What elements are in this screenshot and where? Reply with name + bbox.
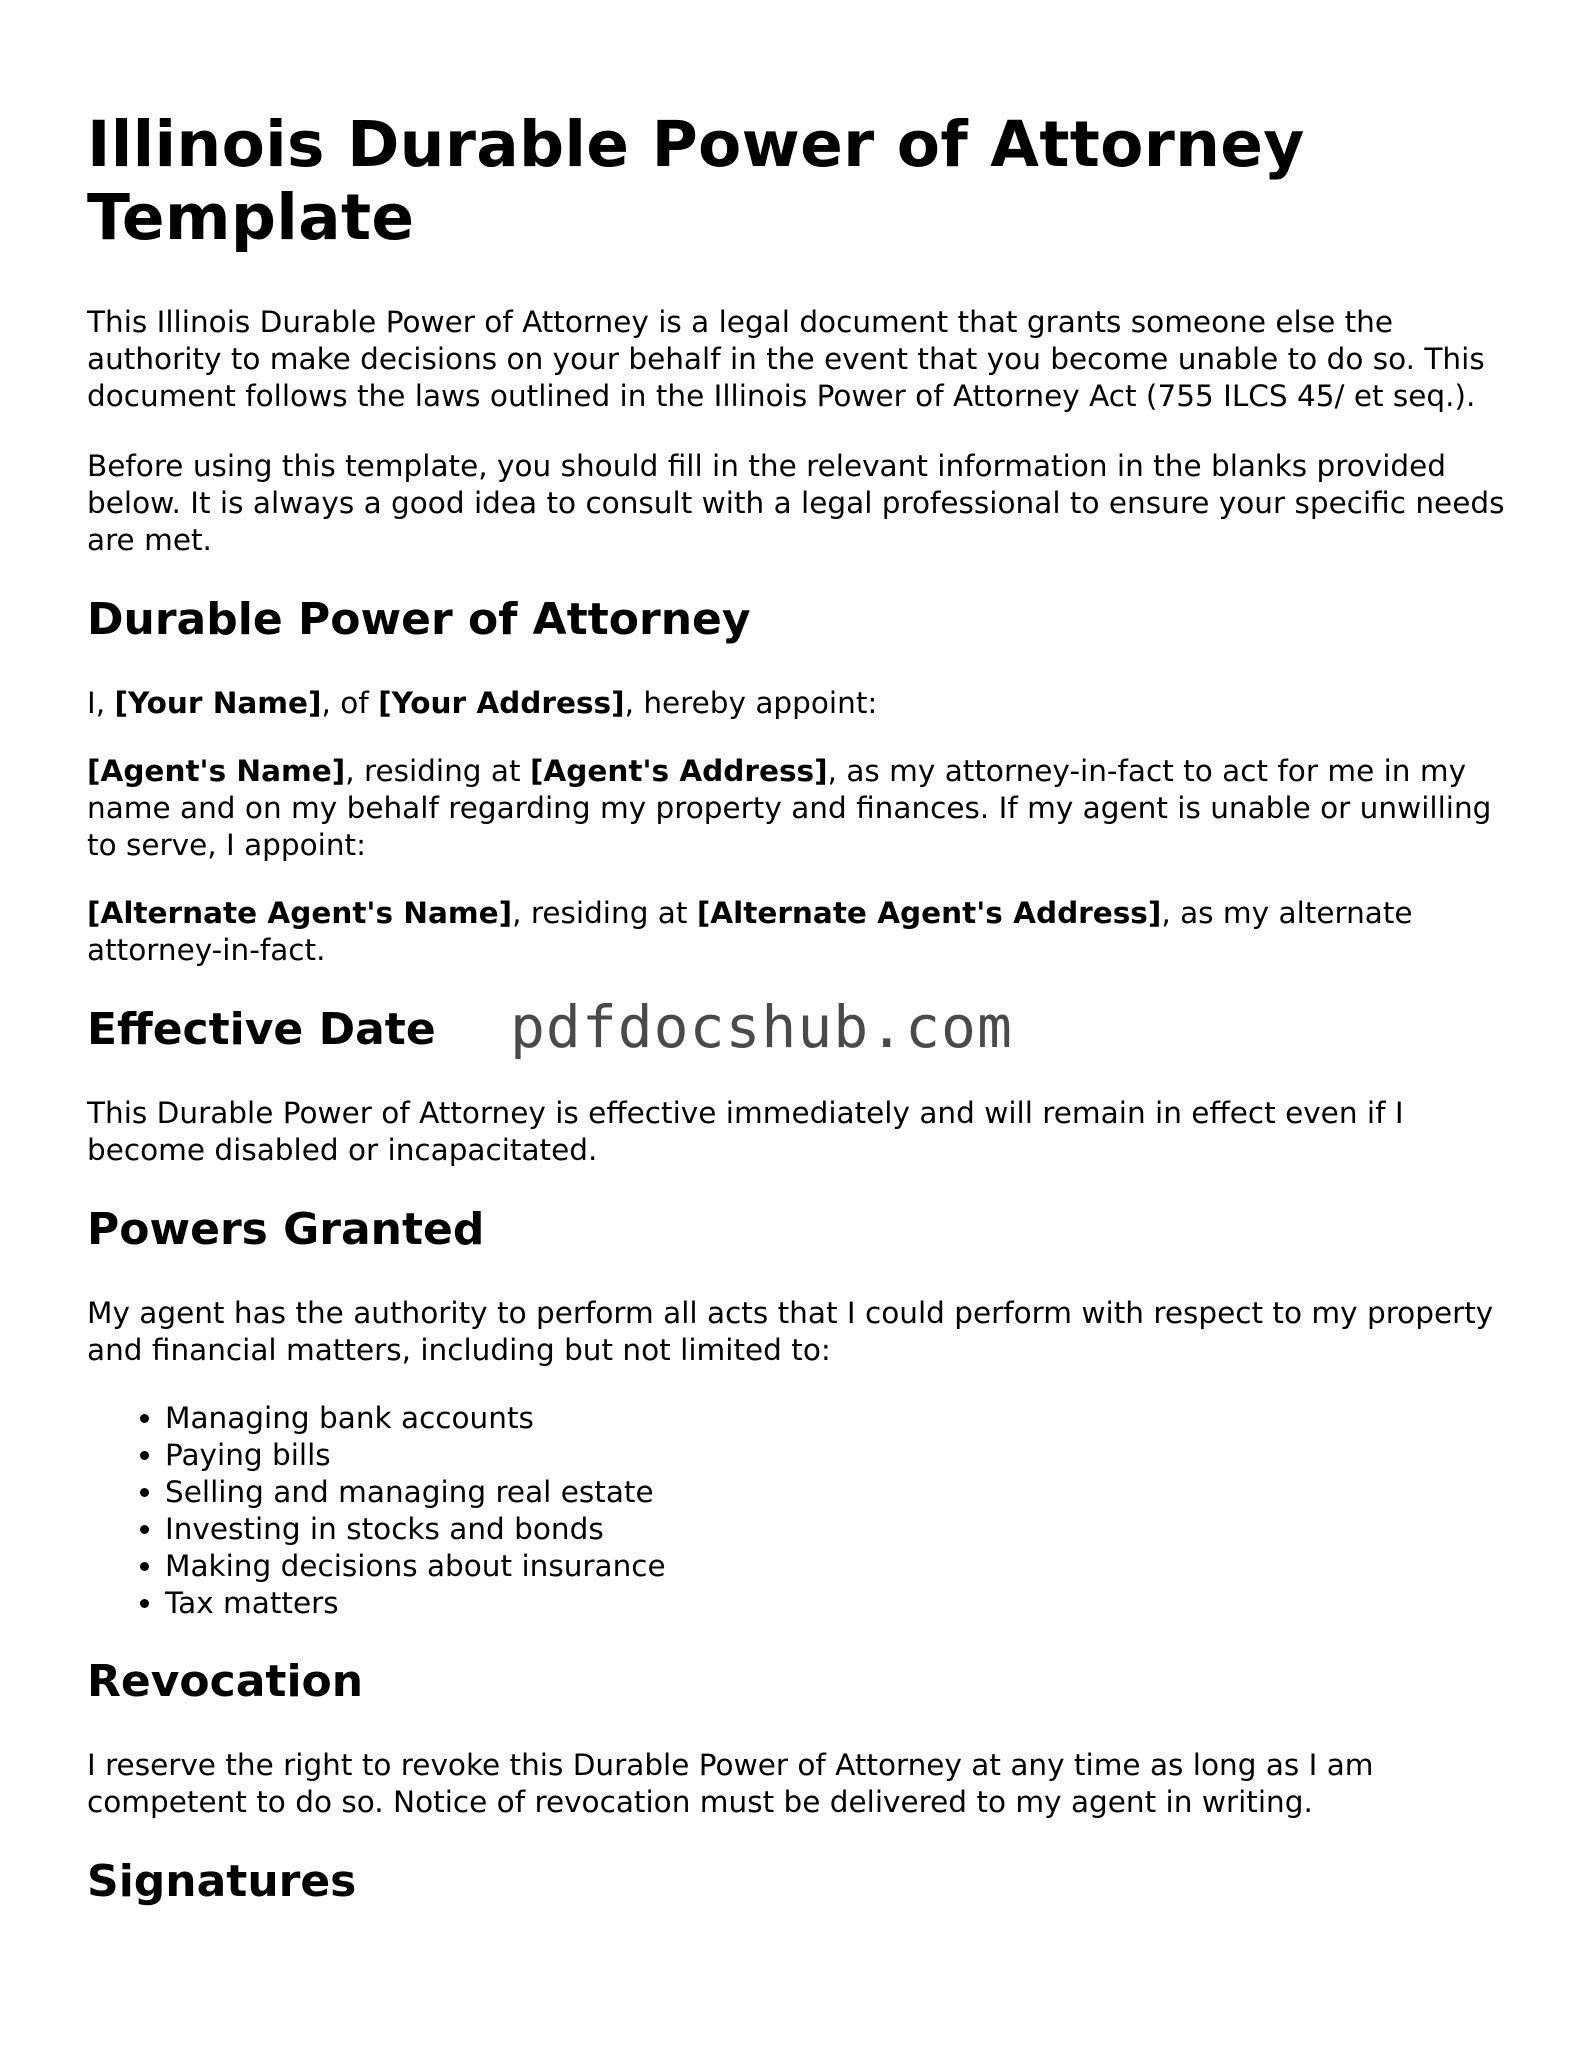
powers-list	[87, 1400, 1507, 1622]
alternate-agent-paragraph	[87, 895, 1507, 969]
agent-name-placeholder: [Agent's Name]	[87, 754, 346, 788]
section-heading-revocation: Revocation	[87, 1656, 364, 1707]
powers-granted-paragraph: My agent has the authority to perform all acts that I could perform with respect to my property and financial matters, including but not limited to:	[87, 1296, 1494, 1367]
section-heading-effective-date: Effective Date	[87, 1004, 436, 1055]
of-text: , of	[321, 686, 379, 720]
agent-paragraph	[87, 753, 1507, 864]
your-name-placeholder: [Your Name]	[114, 686, 322, 720]
alternate-suffix: , as my alternate attorney-in-fact.	[87, 896, 1413, 967]
alternate-agent-address-placeholder: [Alternate Agent's Address]	[696, 896, 1162, 930]
list-item: • Paying bills	[165, 1437, 1507, 1474]
agent-residing-text: , residing at	[345, 754, 530, 788]
effective-date-paragraph: This Durable Power of Attorney is effective immediately and will remain in effect even if I become disabled or incapacitated.	[87, 1096, 1404, 1167]
revocation-paragraph: I reserve the right to revoke this Durable Power of Attorney at any time as long as I am competent to do so. Notice of revocation must be delivered to my agent in writing.	[87, 1748, 1374, 1819]
section-heading-powers-granted: Powers Granted	[87, 1204, 485, 1255]
list-item: • Tax matters	[165, 1585, 1507, 1622]
alternate-agent-name-placeholder: [Alternate Agent's Name]	[87, 896, 513, 930]
intro-paragraph-2: Before using this template, you should fill in the relevant information in the blanks provided below. It is always a good idea to consult with a legal professional to ensure your specific needs are met.	[87, 449, 1505, 557]
document-title: Illinois Durable Power of Attorney Template	[87, 108, 1305, 254]
your-address-placeholder: [Your Address]	[378, 686, 625, 720]
alternate-residing-text: , residing at	[512, 896, 697, 930]
list-item: • Investing in stocks and bonds	[165, 1511, 1507, 1548]
appointment-paragraph	[87, 685, 1507, 722]
list-item: • Making decisions about insurance	[165, 1548, 1507, 1585]
appoint-prefix: I,	[87, 686, 115, 720]
watermark: pdfdocshub.com	[510, 993, 1013, 1061]
appoint-suffix: , hereby appoint:	[624, 686, 878, 720]
list-item: • Managing bank accounts	[165, 1400, 1507, 1437]
section-heading-signatures: Signatures	[87, 1856, 357, 1907]
intro-paragraph-1: This Illinois Durable Power of Attorney is a legal document that grants someone else the authority to make decisions on your behalf in the event that you become unable to do so. This document follows the laws outlined in the Illinois Power of Attorney Act (755 ILCS 45/ et seq.).	[87, 305, 1485, 413]
agent-address-placeholder: [Agent's Address]	[529, 754, 828, 788]
agent-suffix: , as my attorney-in-fact to act for me in my name and on my behalf regarding my property and finances. If my agent is unable or unwilling to serve, I appoint:	[87, 754, 1492, 862]
section-heading-durable-power: Durable Power of Attorney	[87, 594, 751, 645]
list-item: • Selling and managing real estate	[165, 1474, 1507, 1511]
